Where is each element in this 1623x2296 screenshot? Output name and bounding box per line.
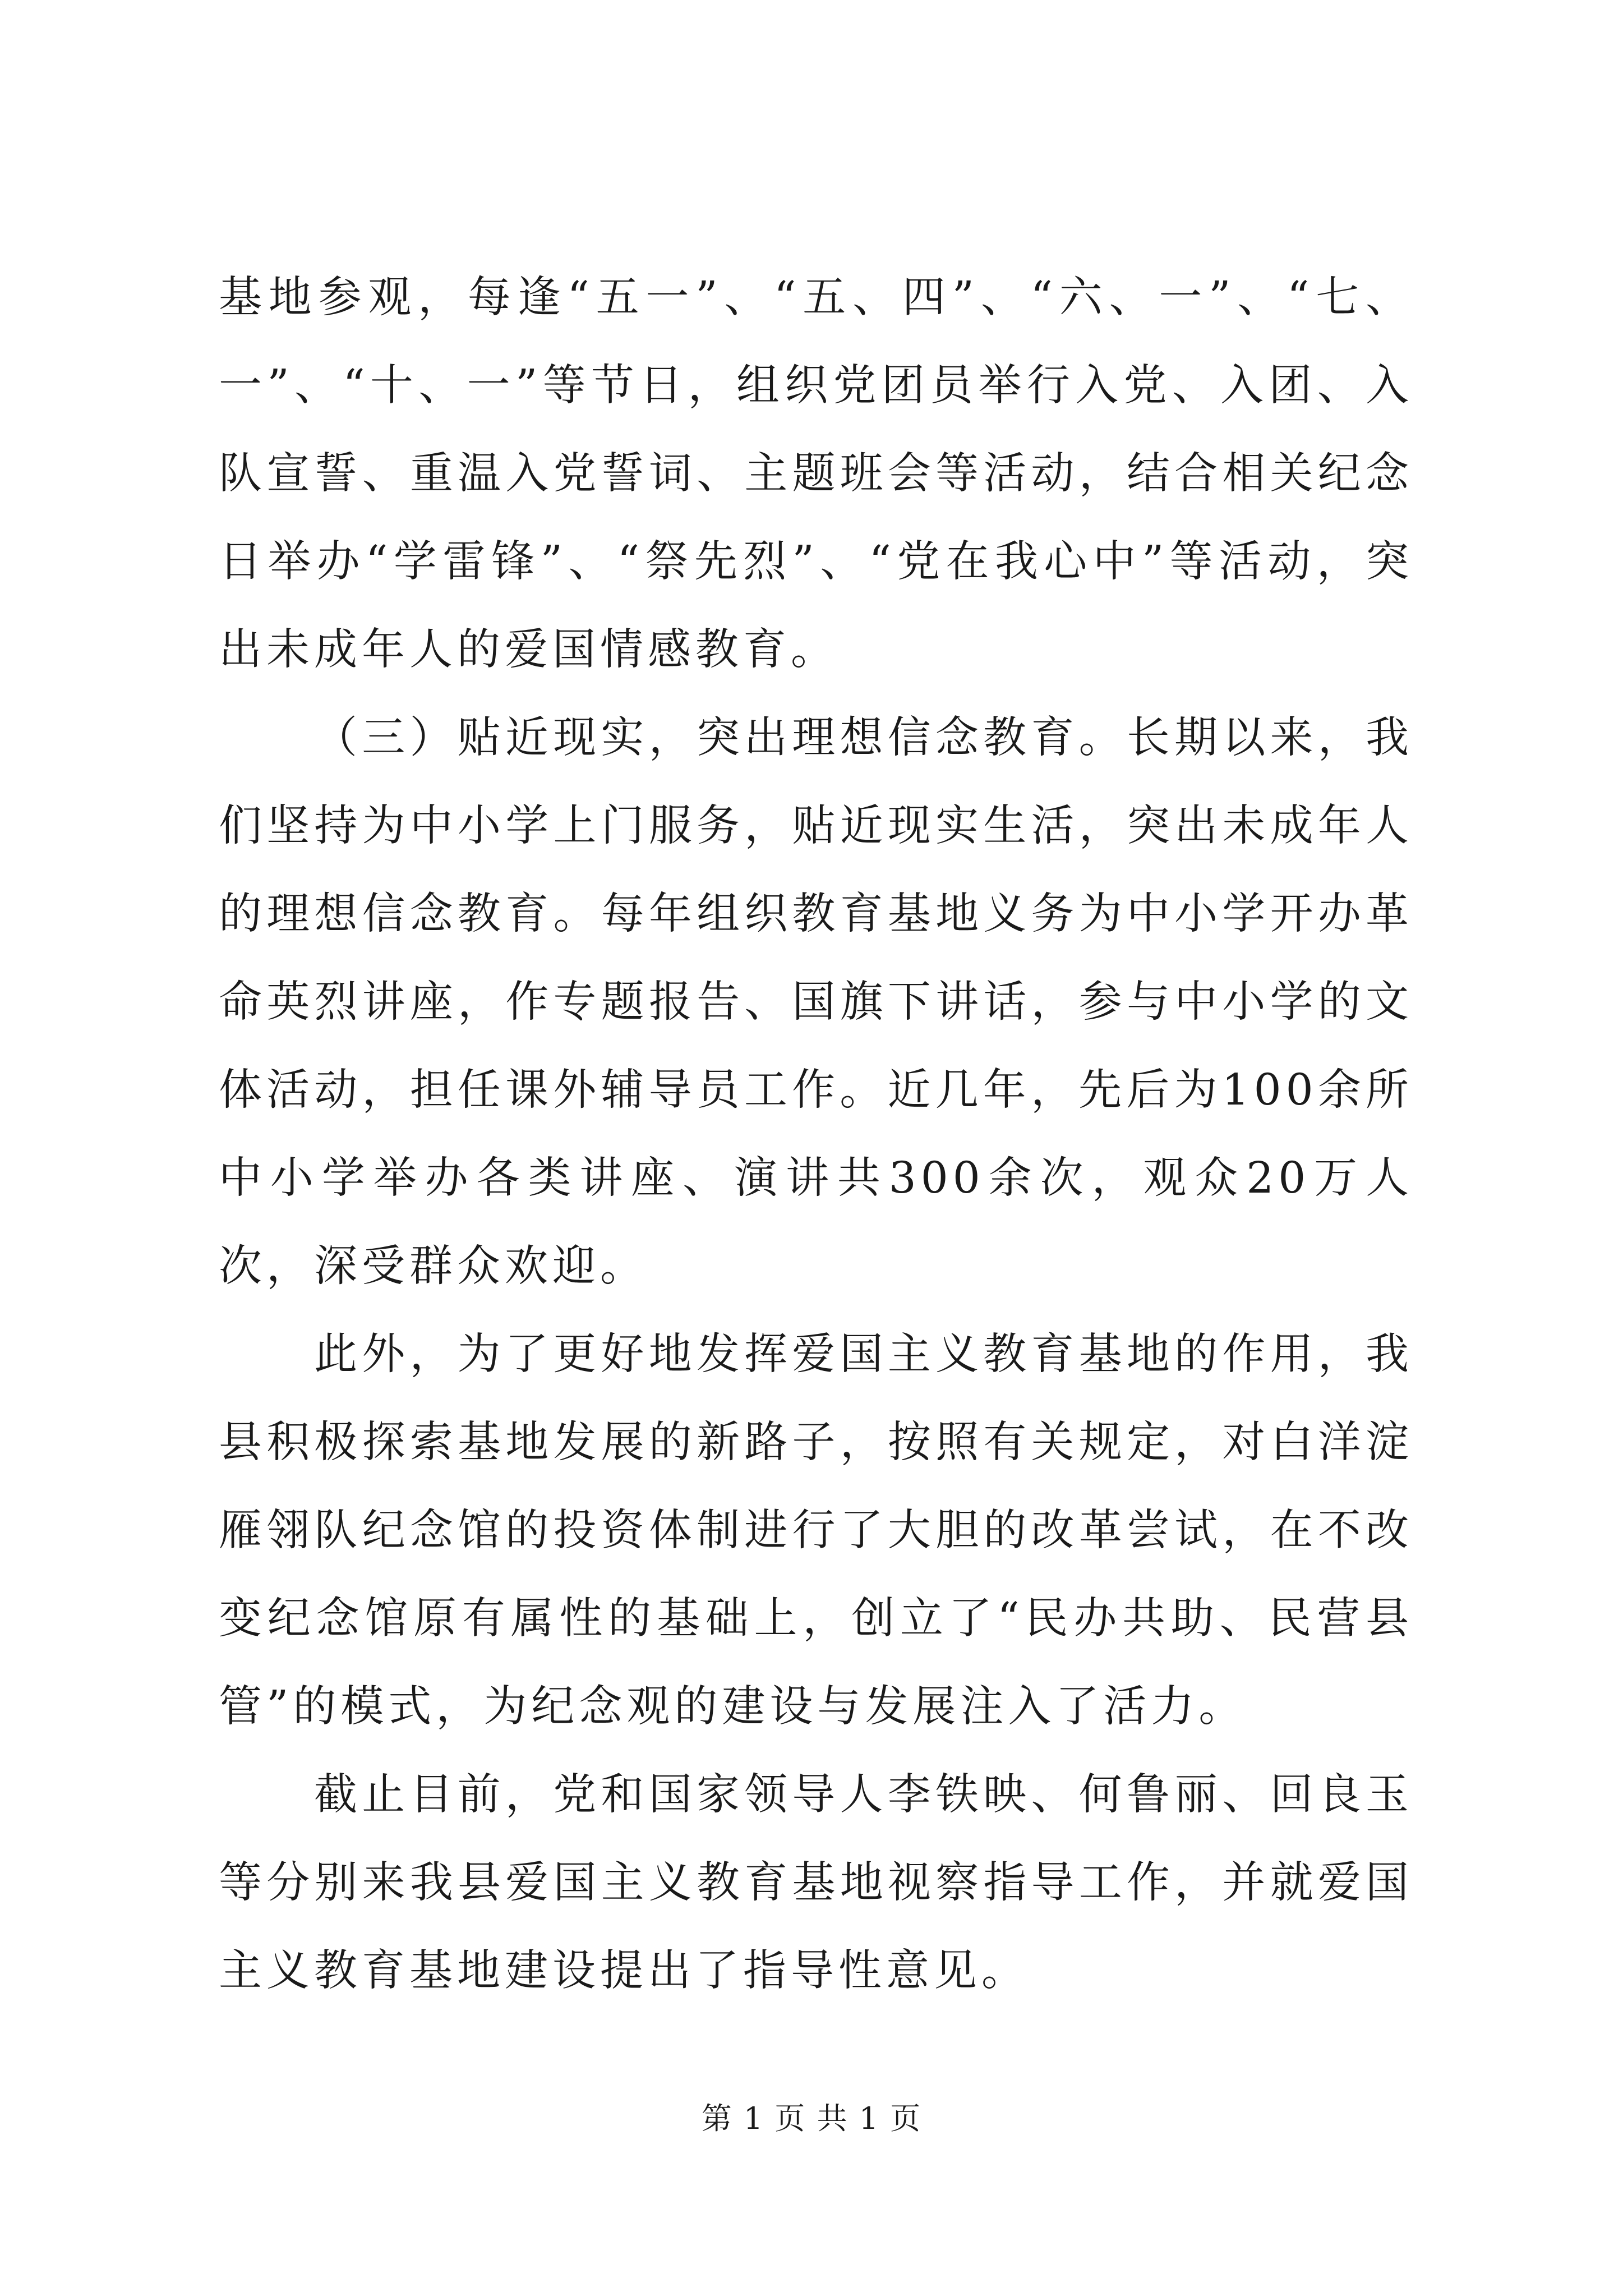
paragraph-continued: 基地参观，每逢“五一”、“五、四”、“六、一”、“七、一”、“十、一”等节日，组织党团员举行入党、入团、入队宣誓、重温入党誓词、主题班会等活动，结合相关纪念日举办“学雷锋”、“祭先烈”、“党在我心中”等活动，突出未成年人的爱国情感教育。 <box>219 273 1413 675</box>
paragraph-leaders-visit: 截止目前，党和国家领导人李铁映、何鲁丽、回良玉等分别来我县爱国主义教育基地视察指导工作，并就爱国主义教育基地建设提出了指导性意见。 <box>219 1770 1413 1996</box>
paragraph-reform: 此外，为了更好地发挥爱国主义教育基地的作用，我县积极探索基地发展的新路子，按照有关规定，对白洋淀雁翎队纪念馆的投资体制进行了大胆的改革尝试，在不改变纪念馆原有属性的基础上，创立了“民办共助、民营县管”的模式，为纪念观的建设与发展注入了活力。 <box>219 1329 1413 1732</box>
document-body <box>219 254 1413 2015</box>
paragraph-section-three: （三）贴近现实，突出理想信念教育。长期以来，我们坚持为中小学上门服务，贴近现实生活，突出未成年人的理想信念教育。每年组织教育基地义务为中小学开办革命英烈讲座，作专题报告、国旗下讲话，参与中小学的文体活动，担任课外辅导员工作。近几年，先后为100余所中小学举办各类讲座、演讲共300余次，观众20万人次，深受群众欢迎。 <box>219 713 1413 1291</box>
page-footer: 第 1 页 共 1 页 <box>701 2101 922 2136</box>
